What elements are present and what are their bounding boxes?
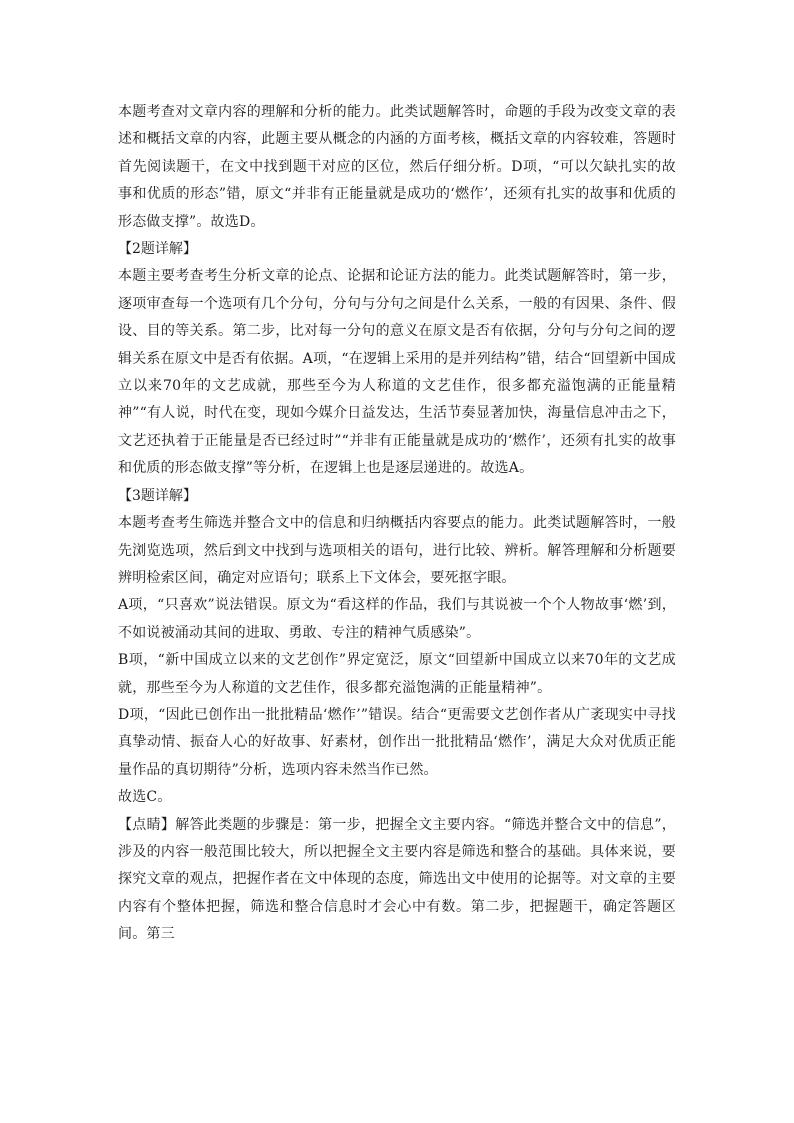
document-page (118, 99, 676, 949)
answer-paragraph-2: 本题主要考查考生分析文章的论点、论据和论证方法的能力。此类试题解答时，第一步，逐项审查每一个选项有几个分句，分句与分句之间是什么关系，一般的有因果、条件、假设、目的等关系。第二步，比对每一分句的意义在原文是否有依据，分句与分句之间的逻辑关系在原文中是否有依据。A项，“在逻辑上采用的是并列结构”错，结合“回望新中国成立以来70年的文艺成就，那些至今为人称道的文艺佳作，很多都充溢饱满的正能量精神”“有人说，时代在变，现如今媒介日益发达，生活节奏显著加快，海量信息冲击之下，文艺还执着于正能量是否已经过时”“并非有正能量就是成功的‘燃作’，还须有扎实的故事和优质的形态做支撑”等分析，在逻辑上也是逐层递进的。故选A。 (118, 268, 676, 477)
answer-paragraph-1: 本题考查对文章内容的理解和分析的能力。此类试题解答时，命题的手段为改变文章的表述和概括文章的内容，此题主要从概念的内涵的方面考核，概括文章的内容较难，答题时首先阅读题干，在文中找到题干对应的区位，然后仔细分析。D项，“可以欠缺扎实的故事和优质的形态”错，原文“并非有正能量就是成功的‘燃作’，还须有扎实的故事和优质的形态做支撑”。故选D。 (118, 104, 676, 230)
tip-paragraph (118, 812, 676, 949)
option-a-analysis: A项，“只喜欢”说法错误。原文为“看这样的作品，我们与其说被一个个人物故事‘燃’到，不如说被涌动其间的进取、勇敢、专注的精神气质感染”。 (118, 597, 676, 641)
option-d-analysis: D项，“因此已创作出一批批精品‘燃作’”错误。结合“更需要文艺创作者从广袤现实中寻找真挚动情、振奋人心的好故事、好素材，创作出一批批精品‘燃作’，满足大众对优质正能量作品的真切期待”分析，选项内容未然当作已然。 (118, 706, 676, 778)
final-answer: 故选C。 (118, 789, 172, 806)
section-heading-q3: 【3题详解】 (118, 487, 197, 504)
section-heading-q2: 【2题详解】 (118, 241, 197, 258)
option-b-analysis: B项，“新中国成立以来的文艺创作”界定宽泛，原文“回望新中国成立以来70年的文艺成就，那些至今为人称道的文艺佳作，很多都充溢饱满的正能量精神”。 (118, 652, 676, 696)
tip-label: 【点睛】 (118, 816, 176, 833)
tip-text: 解答此类题的步骤是：第一步，把握全文主要内容。“筛选并整合文中的信息”，涉及的内容一般范围比较大，所以把握全文主要内容是筛选和整合的基础。具体来说，要探究文章的观点，把握作者在文中体现的态度，筛选出文中使用的论据等。对文章的主要内容有个整体把握，筛选和整合信息时才会心中有数。第二步，把握题干，确定答题区间。第三 (118, 816, 676, 943)
answer-paragraph-3: 本题考查考生筛选并整合文中的信息和归纳概括内容要点的能力。此类试题解答时，一般先浏览选项，然后到文中找到与选项相关的语句，进行比较、辨析。解答理解和分析题要辨明检索区间，确定对应语句；联系上下文体会，要死抠字眼。 (118, 515, 676, 586)
